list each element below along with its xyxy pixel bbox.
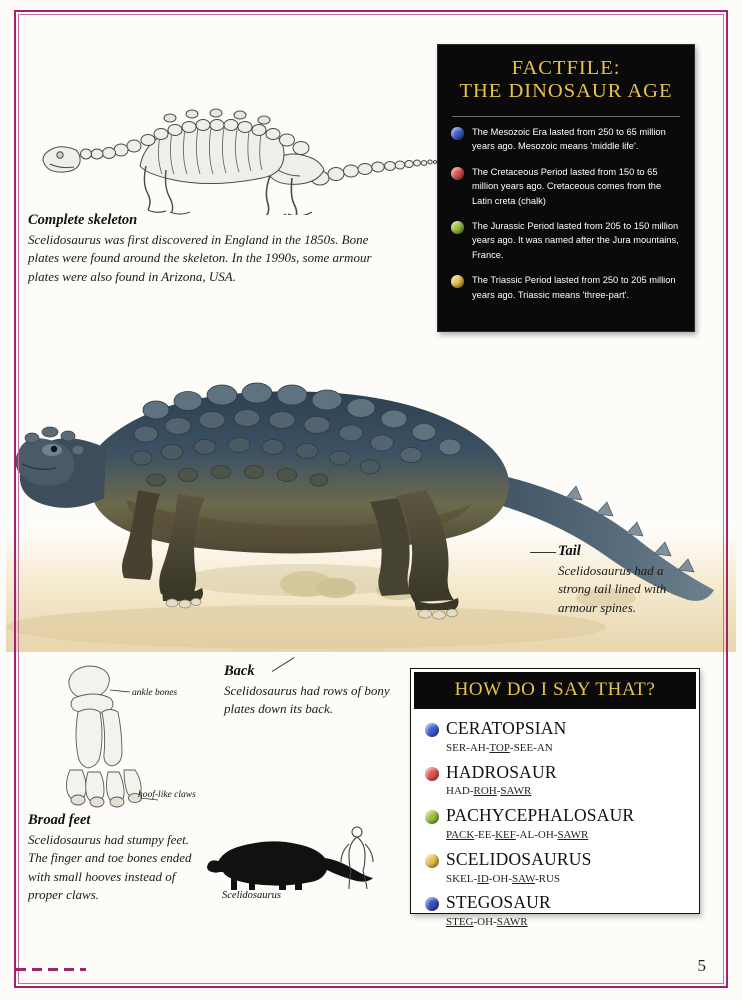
factfile-item-text: The Jurassic Period lasted from 205 to 150 million years ago. It was named after the Jura mountains, France. [472,220,679,260]
label-scale-silhouette: Scelidosaurus [222,890,281,901]
foot-bones-illustration [58,660,188,810]
caption-broad-feet [28,812,196,905]
factfile-title-line1: FACTFILE: [511,57,621,79]
factfile-title [438,45,694,107]
caption-back [224,663,399,719]
pronunciation-say: SKEL-ID-OH-SAW-RUS [446,872,561,885]
factfile-divider [452,116,680,117]
pronunciation-say: HAD-ROH-SAWR [446,785,532,798]
pronunciation-title: HOW DO I SAY THAT? [414,672,696,709]
factfile-item [438,125,694,165]
pronunciation-name: STEGOSAUR [446,892,551,913]
pronunciation-entry [411,806,699,850]
caption-tail-title: Tail [558,543,581,559]
pronunciation-entry [411,763,699,807]
caption-back-title: Back [224,663,255,679]
factfile-panel [437,44,695,332]
leader-line-tail [530,552,556,553]
skeleton-illustration [20,70,440,215]
bullet-icon [451,275,464,288]
caption-feet-body: Scelidosaurus had stumpy feet. The finger and toe bones ended with small hooves instead of proper claws. [28,832,192,903]
caption-feet-title: Broad feet [28,812,91,828]
pronunciation-say: SER-AH-TOP-SEE-AN [446,741,553,754]
pronunciation-name: SCELIDOSAURUS [446,848,592,869]
pronunciation-entry [411,719,699,763]
bullet-icon [425,897,439,911]
corner-decoration [16,962,86,988]
bullet-icon [425,810,439,824]
pronunciation-say: STEG-OH-SAWR [446,916,528,929]
caption-skeleton-body: Scelidosaurus was first discovered in England in the 1850s. Bone plates were found around the skeleton. In the 1990s, some armour plates were also found in Arizona, USA. [28,232,372,284]
pronunciation-name: HADROSAUR [446,761,557,782]
bullet-icon [425,854,439,868]
scale-comparison-illustration [205,820,385,898]
pronunciation-entry [411,893,699,937]
caption-complete-skeleton [28,212,388,286]
factfile-item [438,165,694,219]
factfile-item [438,219,694,273]
pronunciation-entry [411,850,699,894]
factfile-title-line2: THE DINOSAUR AGE [459,79,673,102]
caption-skeleton-title: Complete skeleton [28,212,138,228]
bullet-icon [425,767,439,781]
bullet-icon [451,221,464,234]
pronunciation-name: PACHYCEPHALOSAUR [446,805,635,826]
bullet-icon [451,127,464,140]
factfile-item-text: The Cretaceous Period lasted from 150 to 65 million years ago. Cretaceous comes from the Latin creta (chalk) [472,166,662,206]
label-hoof-like-claws: hoof-like claws [138,790,196,800]
caption-back-body: Scelidosaurus had rows of bony plates down its back. [224,683,390,717]
bullet-icon [425,723,439,737]
pronunciation-list [411,709,699,937]
pronunciation-say: PACK-EE-KEF-AL-OH-SAWR [446,828,589,841]
page-number: 5 [697,956,706,975]
factfile-item-text: The Triassic Period lasted from 250 to 205 million years ago. Triassic means 'three-part'. [472,275,676,300]
caption-tail [558,543,698,617]
bullet-icon [451,167,464,180]
pronunciation-name: CERATOPSIAN [446,718,567,738]
pronunciation-panel [410,668,700,929]
factfile-item [438,273,694,313]
label-ankle-bones: ankle bones [132,688,178,698]
factfile-item-text: The Mesozoic Era lasted from 250 to 65 million years ago. Mesozoic means 'middle life'. [472,126,666,152]
caption-tail-body: Scelidosaurus had a strong tail lined with armour spines. [558,563,667,615]
